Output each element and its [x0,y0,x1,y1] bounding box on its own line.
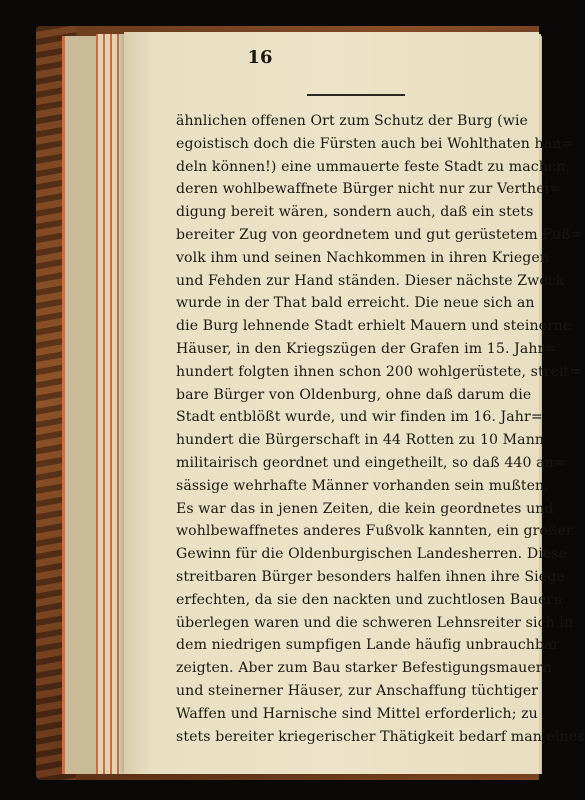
text-line: überlegen waren und die schweren Lehnsreiter sich in [176,614,574,631]
text-line: militairisch geordnet und eingetheilt, so daß 440 an= [176,454,566,471]
text-line: erfechten, da sie den nackten und zuchtlosen Bauern [176,591,563,608]
text-line: volk ihm und seinen Nachkommen in ihren Kriegen [176,249,550,266]
page-body-text [176,110,585,748]
text-line: bereiter Zug von geordnetem und gut gerüstetem Fuß= [176,226,583,243]
text-line: bare Bürger von Oldenburg, ohne daß darum die [176,386,532,403]
text-line: die Burg lehnende Stadt erhielt Mauern und steinerne [176,318,572,335]
text-line: Waffen und Harnische sind Mittel erforderlich; zu [176,705,538,722]
text-line: Es war das in jenen Zeiten, die kein geordnetes und [176,500,554,517]
text-line: Häuser, in den Kriegszügen der Grafen im 15. Jahr= [176,340,557,357]
text-line: digung bereit wären, sondern auch, daß ein stets [176,204,534,221]
text-line: wohlbewaffnetes anderes Fußvolk kannten, ein großer [176,523,573,540]
page-number-rule [307,94,405,96]
text-line: stets bereiter kriegerischer Thätigkeit bedarf man eines [176,728,585,745]
text-line: Gewinn für die Oldenburgischen Landesherren. Diese [176,546,568,563]
text-line: egoistisch doch die Fürsten auch bei Wohlthaten han= [176,135,574,152]
text-line: deln können!) eine ummauerte feste Stadt zu machen, [176,158,571,175]
text-line: ähnlichen offenen Ort zum Schutz der Burg (wie [176,113,528,129]
text-line: deren wohlbewaffnete Bürger nicht nur zur Verthei= [176,181,562,198]
text-line: streitbaren Bürger besonders halfen ihnen ihre Siege [176,568,565,585]
text-line: und steinerner Häuser, zur Anschaffung tüchtiger [176,682,539,699]
text-line: dem niedrigen sumpfigen Lande häufig unbrauchbar [176,637,560,654]
text-line: hundert folgten ihnen schon 200 wohlgerüstete, streit= [176,363,582,380]
text-line: und Fehden zur Hand ständen. Dieser nächste Zweck [176,272,565,289]
text-line: wurde in der That bald erreicht. Die neue sich an [176,295,535,312]
page-number: 16 [247,47,273,68]
text-line: Stadt entblößt wurde, und wir finden im 16. Jahr= [176,409,543,426]
text-line: hundert die Bürgerschaft in 44 Rotten zu 10 Mann [176,432,545,449]
text-line: zeigten. Aber zum Bau starker Befestigungsmauern [176,660,552,677]
text-line: sässige wehrhafte Männer vorhanden sein mußten. [176,477,549,494]
